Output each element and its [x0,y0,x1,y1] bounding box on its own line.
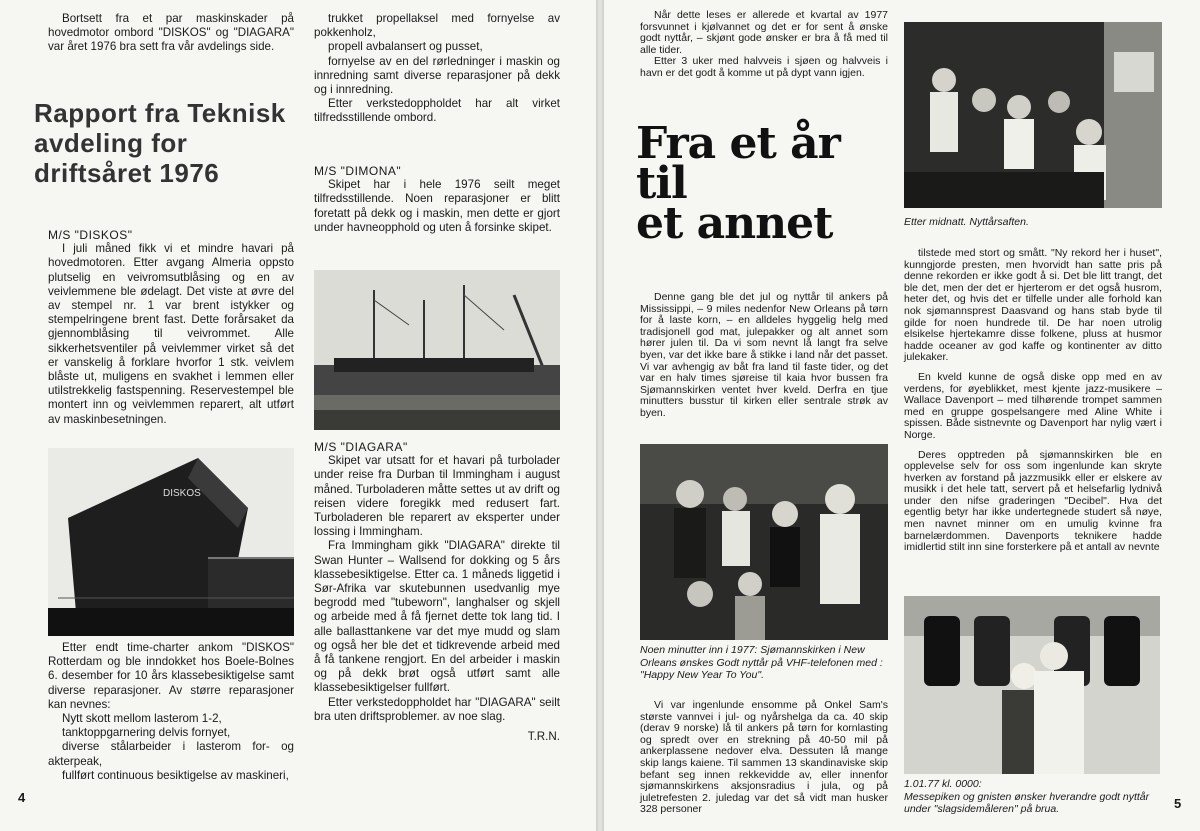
col2-item-1: trukket propellaksel med fornyelse av pokkenholz, [314,12,560,40]
diagara-text-2: Fra Immingham gikk "DIAGARA" direkte til Swan Hunter – Wallsend for dokking og 5 års klassebesiktigelse. Etter ca. 1 måneds liggetid i Sør-Afrika var skutebunnen usedvanlig mye begrodd med "tubeworn", langhalser og skjell og arbeide med å få fjernet dette tok lang tid. I alle ballasttankene var det mye mudd og slam og også her ble det et tidkrevende arbeid med å få tankene rengjort. En del arbeider i maskin og på dekk brøt også utført samt alle klassebesiktigelser fullført. [314,539,560,695]
repair-item-1: Nytt skott mellom lasterom 1-2, [62,712,222,726]
harbour-photo [314,270,560,430]
ship-name-label: DISKOS [163,488,201,499]
bridge-illustration [904,596,1160,774]
right-col2-text [904,248,1162,554]
intro-paragraph: Bortsett fra et par maskinskader på hovedmotor ombord "DISKOS" og "DIAGARA" var året 1976 bra sett fra vår avdelings side. [48,12,294,54]
col2-item-3: fornyelse av en del rørledninger i maskin og innredning samt diverse reparasjoner på dekk og i innredning. [314,54,560,97]
diskos-dock-text: Etter endt time-charter ankom "DISKOS" Rotterdam og ble inndokket hos Boele-Bolnes 6. desember for 10 års klassebesiktigelse samt diverse reparasjoner. Av større reparasjoner kan nevnes: [48,641,294,711]
ship-illustration [48,448,294,636]
page-number-right: 5 [1174,796,1182,811]
big-headline [636,118,886,249]
right-col1-main [640,292,888,420]
church-photo-caption: Noen minutter inn i 1977: Sjømannskirken i New Orleans ønskes Godt nyttår på VHF-telefonen med : "Happy New Year To You". [640,644,883,681]
page-gutter [596,0,604,831]
right-col1-bottom [640,700,888,816]
right-intro-text-2: Etter 3 uker med halvveis i sjøen og halvveis i havn er det godt å komme ut på dypt vann igjen. [640,55,888,79]
diagara-section [314,432,560,744]
headline-line-2: avdeling for [34,128,188,158]
rekord-text: tilstede med stort og smått. "Ny rekord her i huset", kunngjorde presten, men hvorvidt han satte pris på denne rekorden er ikke godt å si. Det ble litt trangt, det ble det, men der det er hjerterom er det også husrom, heter det, og hvis det er tilfelle under alle forhold kan nok sjømannsprest Daasvand og hans stab byde til gilde for noen hundrede til. De har noen utrolig elsikelse hjertekamre disse folkene, pluss at husmor hadde oceaner av god kaffe og kontinenter av ditto julekaker. [904,247,1162,364]
party-illustration [904,22,1162,208]
davenport-text: En kveld kunne de også diske opp med en av verdens, for øyeblikket, mest kjente jazz-musikere – Wallace Davenport – med tilhørende trompet sammen med en gruppe gospelsangere med Aline White i spissen. Både sistnevnte og Davenport har nylig vært i Norge. [904,370,1162,441]
big-headline-line-2: til [636,158,687,209]
right-page [604,0,1200,831]
dimona-heading: M/S "DIMONA" [314,164,402,178]
big-headline-line-3: et annet [636,198,833,249]
diskos-section [48,220,294,427]
diskos-heading: M/S "DISKOS" [48,228,133,242]
col2-after-repair: Etter verkstedoppholdet har alt virket tilfredsstillende ombord. [314,97,560,125]
article-headline [34,98,304,188]
dimona-text: Skipet har i hele 1976 seilt meget tilfredsstillende. Noen reparasjoner er blitt foretatt på dekk og i maskin, men dette er gjort under havneopphold og uten å forsinke skipet. [314,178,560,234]
bridge-photo [904,596,1160,774]
headline-line-3: driftsåret 1976 [34,158,220,188]
repair-item-2: tanktoppgarnering delvis fornyet, [62,726,231,740]
church-photo [640,444,888,640]
diagara-heading: M/S "DIAGARA" [314,440,408,454]
harbour-illustration [314,270,560,430]
repair-item-3: diverse stålarbeider i lasterom for- og akterpeak, [48,740,294,768]
ship-photo-diskos [48,448,294,636]
headline-line-1: Rapport fra Teknisk [34,98,286,128]
bridge-caption-line-2: Messepiken og gnisten ønsker hverandre godt nyttår under "slagsidemåleren" på brua. [904,790,1150,815]
party-photo [904,22,1162,208]
repair-item-4: fullført continuous besiktigelse av maskineri, [62,768,289,782]
left-page [0,0,596,831]
diskos-text: I juli måned fikk vi et mindre havari på hovedmotoren. Etter avgang Almeria oppsto plutselig en veivromsutblåsing og en av veivlemmene ble ødelagt. Det viste at øvre del av stempel nr. 1 var brent istykker og stempelringene brent fast. Dette forårsaket da gjennomblåsing til veivrommet. Alle sikkerhetsventiler på veivlemmer virket så det er vanskelig å forklare hvorfor 1 stk. veivlem blåste ut, muligens en svakhet i lemmen eller utilstrekkelig fastspenning. Reservestempel ble montert inn og veivlemmen reparert, alt utført av maskinbesetningen. [48,242,294,426]
left-col1-top [48,12,294,55]
big-headline-line-1: Fra et år [636,118,840,169]
opptreden-text: Deres opptreden på sjømannskirken ble en opplevelse selv for oss som ingenlunde kan skryte hverken av forstand på jazzmusikk eller er elskere av musikk i det hele tatt, servert på et helsefarlig lydnivå under den nifse graderingen "Decibel". Hva det egentlig betyr har ikke undertegnede studert så nøye, men navnet minner om en umulig kvinne fra barnelærdommen. Davenports teknikere hadde imidlertid stilt inn sine forsterkere på et antall av nevnte [904,448,1162,554]
bridge-caption-line-1: 1.01.77 kl. 0000: [904,778,982,790]
party-photo-caption: Etter midnatt. Nyttårsaften. [904,216,1029,228]
col2-item-2: propell avbalansert og pusset, [328,40,483,54]
mississippi-text: Denne gang ble det jul og nyttår til ankers på Mississippi, – 9 miles nedenfor New Orleans på tørn for å laste korn, – en alldeles hyggelig helg med tradisjonell god mat, julepakker og alt annet som hører julen til. Da vi som nevnt lå langt fra selve byen, var det ikke bare å stikke i land når det passet. Vi var avhengig av båt fra land til faste tider, og det var en halv times sjøreise til kaia hvor bussen fra Sjømannskirken ventet hver kveld. Derfra en tjue minutters busstur til kirken eller sentrale strøk av byen. [640,291,888,419]
diagara-text-1: Skipet var utsatt for et havari på turbolader under reise fra Durban til Immingham i august måned. Turboladeren måtte settes ut av drift og reisen videre foregikk med redusert fart. Turboladeren ble reparert av eksperter under lossing i Immingham. [314,454,560,539]
right-intro-text: Når dette leses er allerede et kvartal av 1977 forsvunnet i kjølvannet og det er for sent å ønske godt nyttår, – skjønt gode ønsker er bra å få med til alle tider. [640,9,888,56]
bridge-photo-caption [904,778,1160,816]
dimona-section [314,156,560,235]
church-illustration [640,444,888,640]
signature: T.R.N. [527,730,560,744]
left-col2-top [314,12,560,126]
left-col1-bottom [48,641,294,783]
ships-text: Vi var ingenlunde ensomme på Onkel Sam's største vannvei i jul- og nyårshelga da ca. 40 skip (derav 9 norske) lå til ankers på tørn for kornlasting og spredt over en strekning på 40-50 mil på ankerplassene nedover elva. Dessuten lå mange skip langs kaiene. Til sammen 13 skandinaviske skip befant seg innen rekkevidde av, eller innenfor sjømannskirkens aksjonsradius i jula, og på juletrefesten 2. juledag var det så vidt man husker 328 personer [640,699,888,816]
page-number-left: 4 [18,790,26,805]
diagara-text-3: Etter verkstedoppholdet har "DIAGARA" seilt bra uten driftsproblemer. av noe slag. [314,695,560,723]
right-intro [640,10,888,80]
